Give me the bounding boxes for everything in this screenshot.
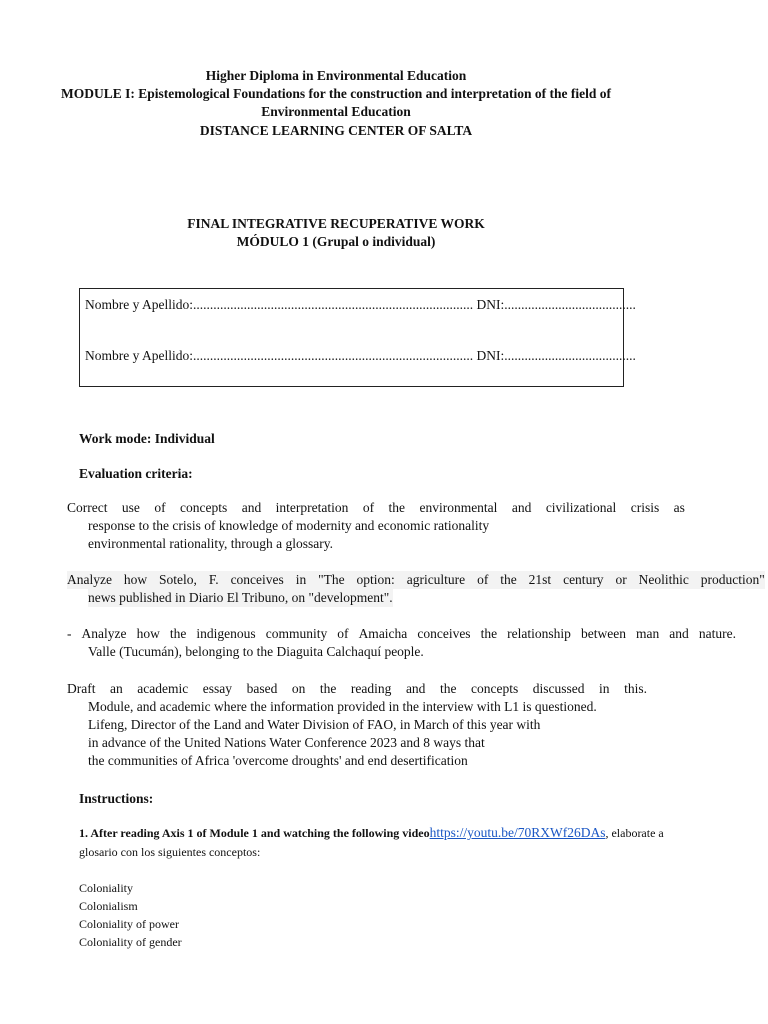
word: of: [477, 572, 489, 587]
word: use: [121, 500, 140, 515]
criterion-4-line-1: [67, 680, 647, 698]
word: environmental: [419, 500, 498, 515]
word: century: [563, 572, 604, 587]
module-title: MODULE I: Epistemological Foundations for the construction and interpretation of the field of: [61, 86, 611, 101]
word: essay: [202, 681, 233, 696]
word: conceives: [417, 626, 471, 641]
name-dni-field-1[interactable]: Nombre y Apellido:................................................................................... DNI:.......................................: [85, 297, 636, 312]
word: Analyze: [81, 626, 127, 641]
word: reading: [350, 681, 392, 696]
word: civilizational: [545, 500, 617, 515]
word: option:: [356, 572, 395, 587]
work-mode: Work mode: Individual: [79, 431, 215, 446]
word: man: [636, 626, 660, 641]
word: the: [439, 681, 457, 696]
word: indigenous: [196, 626, 256, 641]
word: conceives: [230, 572, 284, 587]
criterion-3-line-2: Valle (Tucumán), belonging to the Diaguita Calchaquí people.: [88, 644, 424, 659]
word: how: [123, 572, 148, 587]
word: of: [154, 500, 166, 515]
word: as: [673, 500, 685, 515]
word: in: [295, 572, 307, 587]
word: academic: [137, 681, 189, 696]
word: how: [136, 626, 160, 641]
word: relationship: [507, 626, 571, 641]
criterion-1-line-1: [67, 499, 685, 517]
work-subtitle: MÓDULO 1 (Grupal o individual): [236, 234, 436, 249]
word: of: [362, 500, 375, 515]
word: the: [388, 500, 406, 515]
concept-item: Coloniality: [79, 881, 133, 895]
concept-item: Colonialism: [79, 899, 138, 913]
criterion-2-line-2: news published in Diario El Tribuno, on "development".: [88, 590, 393, 605]
word: Neolithic: [638, 572, 689, 587]
word: on: [291, 681, 306, 696]
criterion-3-line-1: [67, 625, 736, 643]
word: discussed: [532, 681, 585, 696]
instruction-1-line-1: [79, 824, 664, 842]
word: concepts: [471, 681, 519, 696]
work-title: FINAL INTEGRATIVE RECUPERATIVE WORK: [187, 216, 485, 231]
word: the: [319, 681, 337, 696]
instruction-1-line-2: glosario con los siguientes conceptos:: [79, 845, 261, 859]
concept-item: Coloniality of gender: [79, 935, 182, 949]
student-info-box: [79, 288, 636, 387]
word: the: [169, 626, 187, 641]
word: and: [511, 500, 532, 515]
criterion-4-line-3: Lifeng, Director of the Land and Water Division of FAO, in March of this year with: [88, 717, 541, 732]
word: the: [500, 572, 517, 587]
criterion-1-line-3: environmental rationality, through a glossary.: [88, 536, 333, 551]
word: in: [599, 681, 610, 696]
word: 21st: [528, 572, 552, 587]
video-link[interactable]: https://youtu.be/70RXWf26DAs: [429, 825, 606, 840]
word: agriculture: [406, 572, 466, 587]
word: nature.: [698, 626, 736, 641]
word: -: [67, 626, 72, 641]
word: an: [110, 681, 123, 696]
word: and: [405, 681, 426, 696]
word: production": [700, 572, 765, 587]
diploma-title: Higher Diploma in Environmental Education: [205, 68, 467, 83]
criterion-4-line-2: Module, and academic where the information provided in the interview with L1 is questioned.: [88, 699, 597, 714]
word: this.: [624, 681, 647, 696]
criterion-1-line-2: response to the crisis of knowledge of modernity and economic rationality: [88, 518, 490, 533]
evaluation-heading: Evaluation criteria:: [79, 466, 193, 481]
word: interpretation: [275, 500, 349, 515]
word: based: [246, 681, 278, 696]
word: the: [480, 626, 498, 641]
criterion-4-line-4: in advance of the United Nations Water Conference 2023 and 8 ways that: [88, 735, 485, 750]
instruction-1-text: 1. After reading Axis 1 of Module 1 and watching the following video: [79, 826, 430, 840]
center-name: DISTANCE LEARNING CENTER OF SALTA: [199, 123, 473, 138]
word: F.: [208, 572, 219, 587]
word: concepts: [180, 500, 228, 515]
name-dni-field-2[interactable]: Nombre y Apellido:................................................................................... DNI:.......................................: [85, 348, 636, 363]
word: Draft: [67, 681, 96, 696]
instruction-1-continuation: , elaborate a: [605, 826, 664, 840]
instructions-heading: Instructions:: [79, 791, 154, 806]
word: community: [265, 626, 328, 641]
module-title-continued: Environmental Education: [261, 104, 411, 119]
word: crisis: [630, 500, 660, 515]
word: Amaicha: [358, 626, 408, 641]
criterion-4-line-5: the communities of Africa 'overcome droughts' and end desertification: [88, 753, 468, 768]
word: and: [669, 626, 689, 641]
word: between: [580, 626, 626, 641]
word: or: [615, 572, 627, 587]
concept-item: Coloniality of power: [79, 917, 179, 931]
word: "The: [318, 572, 345, 587]
criterion-2-line-1: [67, 571, 765, 589]
word: and: [241, 500, 262, 515]
word: Analyze: [67, 572, 112, 587]
word: Sotelo,: [159, 572, 197, 587]
word: of: [337, 626, 349, 641]
word: Correct: [67, 500, 108, 515]
